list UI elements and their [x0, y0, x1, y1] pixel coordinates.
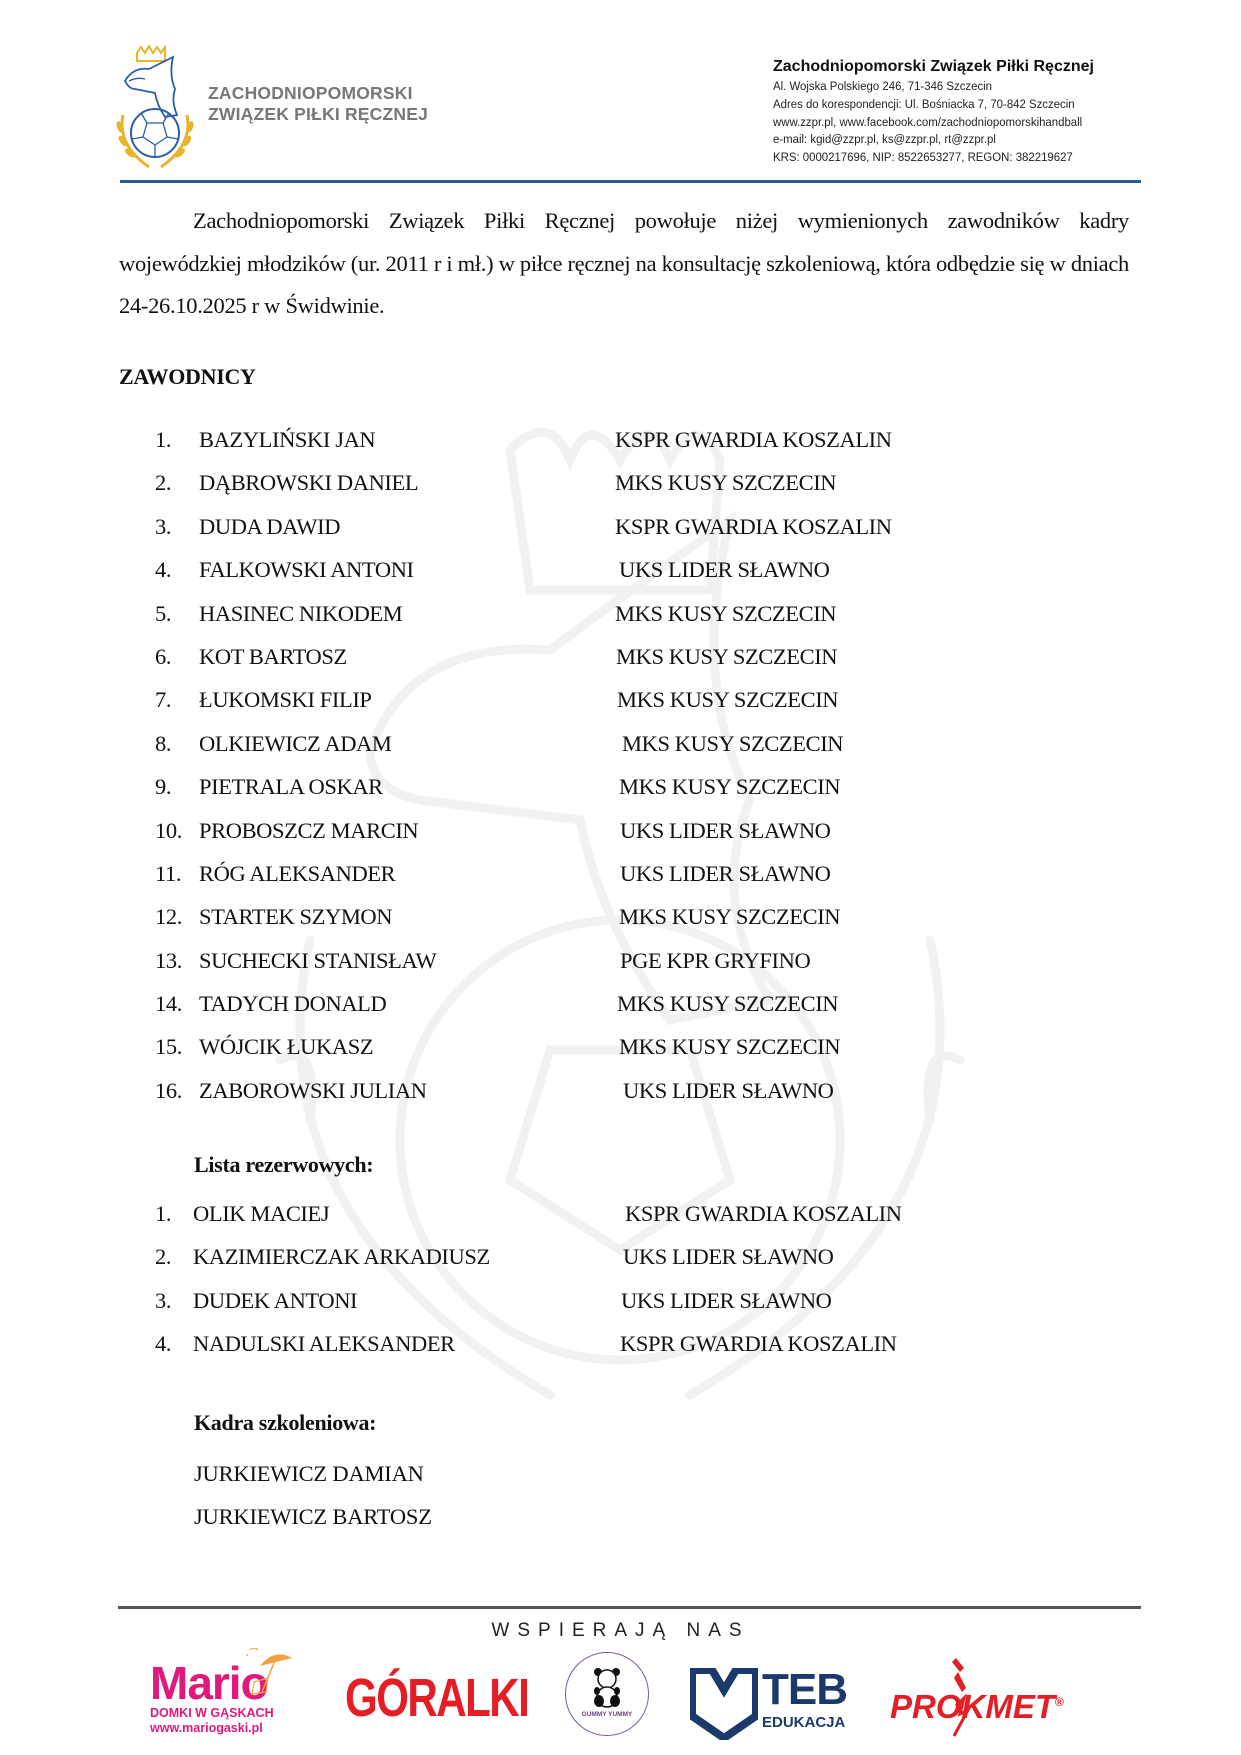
player-club: MKS KUSY SZCZECIN [619, 1034, 841, 1060]
row-number: 3. [155, 1287, 172, 1313]
registered-mark: ® [1055, 1695, 1064, 1709]
org-name: Zachodniopomorski Związek Piłki Ręcznej [773, 58, 1094, 75]
reserve-row [155, 1235, 1055, 1278]
player-name: BAZYLIŃSKI JAN [199, 427, 376, 452]
row-number: 10. [155, 817, 182, 843]
sponsor-teb-logo [690, 1665, 847, 1745]
player-club: UKS LIDER SŁAWNO [623, 1077, 834, 1103]
staff-heading: Kadra szkoleniowa: [194, 1410, 377, 1435]
sponsor-prokmet-logo [890, 1688, 1064, 1726]
row-number: 16. [155, 1077, 182, 1103]
player-name: KOT BARTOSZ [199, 643, 347, 669]
email-addresses: e-mail: kgid@zzpr.pl, ks@zzpr.pl, rt@zzpr.pl [773, 132, 996, 147]
row-number: 9. [155, 774, 172, 800]
player-row [155, 939, 1055, 982]
reserve-name: DUDEK ANTONI [193, 1287, 358, 1313]
reserve-name: NADULSKI ALEKSANDER [193, 1331, 455, 1357]
prokmet-wordmark: PROKMET [890, 1688, 1055, 1725]
mario-wordmark: Mario [150, 1657, 268, 1709]
player-name: ZABOROWSKI JULIAN [199, 1077, 427, 1103]
intro-text: Zachodniopomorski Związek Piłki Ręcznej powołuje niżej wymienionych zawodników kadry wojewódzkiej młodzików (ur. 2011 r i mł.) w piłce ręcznej na konsultację szkoleniową, która odbędzie się w dniach 24-26.10.2025 r w Świdwinie. [119, 208, 1129, 318]
player-club: MKS KUSY SZCZECIN [619, 904, 841, 930]
logo-wordmark [208, 83, 428, 125]
player-name: TADYCH DONALD [199, 991, 387, 1017]
player-club: MKS KUSY SZCZECIN [617, 991, 839, 1017]
player-club: UKS LIDER SŁAWNO [620, 817, 831, 843]
player-row [155, 635, 1055, 678]
player-row [155, 548, 1055, 591]
reserve-club: UKS LIDER SŁAWNO [623, 1244, 834, 1270]
row-number: 5. [155, 600, 172, 626]
reserves-list [155, 1192, 1055, 1366]
correspondence-address: Adres do korespondencji: Ul. Bośniacka 7, 70-842 Szczecin [773, 96, 1075, 111]
player-row [155, 809, 1055, 852]
player-club: MKS KUSY SZCZECIN [615, 470, 837, 496]
player-row [155, 461, 1055, 504]
row-number: 1. [155, 427, 172, 452]
logo-text-line1: ZACHODNIOPOMORSKI [208, 83, 413, 103]
sponsor-gummy-yummy-logo [565, 1652, 649, 1736]
beach-umbrella-icon [246, 1648, 298, 1698]
row-number: 7. [155, 687, 172, 713]
player-name: DĄBROWSKI DANIEL [199, 470, 419, 496]
player-name: DUDA DAWID [199, 513, 341, 539]
row-number: 1. [155, 1201, 172, 1226]
players-list [155, 418, 1055, 1112]
sponsor-goralki-logo: GÓRALKI [345, 1668, 529, 1728]
row-number: 8. [155, 730, 172, 756]
player-row [155, 722, 1055, 765]
reserve-name: KAZIMIERCZAK ARKADIUSZ [193, 1244, 490, 1270]
reserve-name: OLIK MACIEJ [193, 1201, 330, 1226]
staff-list [194, 1452, 432, 1538]
player-row [155, 1025, 1055, 1068]
player-name: HASINEC NIKODEM [199, 600, 403, 626]
row-number: 12. [155, 904, 182, 930]
logo-text-line2: ZWIĄZEK PIŁKI RĘCZNEJ [208, 104, 429, 124]
player-name: PIETRALA OSKAR [199, 774, 383, 800]
reserve-club: KSPR GWARDIA KOSZALIN [625, 1201, 902, 1226]
row-number: 14. [155, 991, 182, 1017]
mario-url: www.mariogaski.pl [150, 1721, 263, 1735]
reserve-row [155, 1279, 1055, 1322]
player-row [155, 852, 1055, 895]
sponsors-label: WSPIERAJĄ NAS [491, 1620, 750, 1641]
address: Al. Wojska Polskiego 246, 71-346 Szczecin [773, 79, 993, 93]
reserve-club: UKS LIDER SŁAWNO [621, 1287, 832, 1313]
player-row [155, 505, 1055, 548]
player-club: MKS KUSY SZCZECIN [615, 600, 837, 626]
panda-bear-icon [593, 1667, 621, 1709]
mario-tagline: DOMKI W GĄSKACH [150, 1706, 274, 1720]
player-name: STARTEK SZYMON [199, 904, 393, 930]
teb-wordmark: TEB [762, 1665, 847, 1714]
player-name: FALKOWSKI ANTONI [199, 557, 414, 583]
row-number: 4. [155, 557, 172, 583]
player-row [155, 592, 1055, 635]
player-name: ŁUKOMSKI FILIP [199, 687, 372, 713]
player-club: UKS LIDER SŁAWNO [620, 860, 831, 886]
player-row [155, 1069, 1055, 1112]
reserve-row [155, 1192, 1055, 1235]
teb-subtitle: EDUKACJA [762, 1714, 846, 1731]
row-number: 13. [155, 947, 182, 973]
player-name: SUCHECKI STANISŁAW [199, 947, 437, 973]
sponsor-mario-logo [150, 1657, 274, 1736]
player-club: PGE KPR GRYFINO [620, 947, 811, 973]
player-club: MKS KUSY SZCZECIN [619, 774, 841, 800]
player-row [155, 895, 1055, 938]
row-number: 11. [155, 860, 182, 886]
player-name: WÓJCIK ŁUKASZ [199, 1034, 374, 1060]
zzpr-logo [115, 45, 195, 173]
griffin-handball-crest-icon [115, 45, 195, 173]
player-club: MKS KUSY SZCZECIN [617, 687, 839, 713]
player-row [155, 418, 1055, 461]
player-name: RÓG ALEKSANDER [199, 860, 396, 886]
reserves-heading: Lista rezerwowych: [194, 1152, 374, 1177]
row-number: 6. [155, 643, 172, 669]
header-divider [120, 180, 1141, 183]
intro-paragraph [119, 200, 1129, 328]
player-club: KSPR GWARDIA KOSZALIN [615, 513, 892, 539]
teb-shield-icon [690, 1668, 758, 1740]
staff-member: JURKIEWICZ BARTOSZ [194, 1504, 432, 1529]
contact-block [773, 56, 1109, 167]
registry-numbers: KRS: 0000217696, NIP: 8522653277, REGON: 382219627 [773, 150, 1073, 165]
reserve-row [155, 1322, 1055, 1365]
web-links: www.zzpr.pl, www.facebook.com/zachodniopomorskihandball [773, 114, 1083, 129]
player-club: KSPR GWARDIA KOSZALIN [615, 427, 892, 452]
player-club: UKS LIDER SŁAWNO [619, 557, 830, 583]
player-name: PROBOSZCZ MARCIN [199, 817, 419, 843]
row-number: 2. [155, 1244, 172, 1270]
row-number: 3. [155, 513, 172, 539]
player-name: OLKIEWICZ ADAM [199, 730, 392, 756]
wrench-fist-icon [942, 1658, 976, 1738]
player-club: MKS KUSY SZCZECIN [622, 730, 844, 756]
row-number: 15. [155, 1034, 182, 1060]
player-row [155, 765, 1055, 808]
players-heading: ZAWODNICY [119, 364, 256, 389]
player-club: MKS KUSY SZCZECIN [616, 643, 838, 669]
reserve-club: KSPR GWARDIA KOSZALIN [620, 1331, 897, 1357]
row-number: 4. [155, 1331, 172, 1357]
player-row [155, 678, 1055, 721]
player-row [155, 982, 1055, 1025]
row-number: 2. [155, 470, 172, 496]
staff-member: JURKIEWICZ DAMIAN [194, 1461, 424, 1486]
footer-divider [118, 1606, 1141, 1609]
gummy-wordmark: GUMMY YUMMY [581, 1711, 633, 1718]
